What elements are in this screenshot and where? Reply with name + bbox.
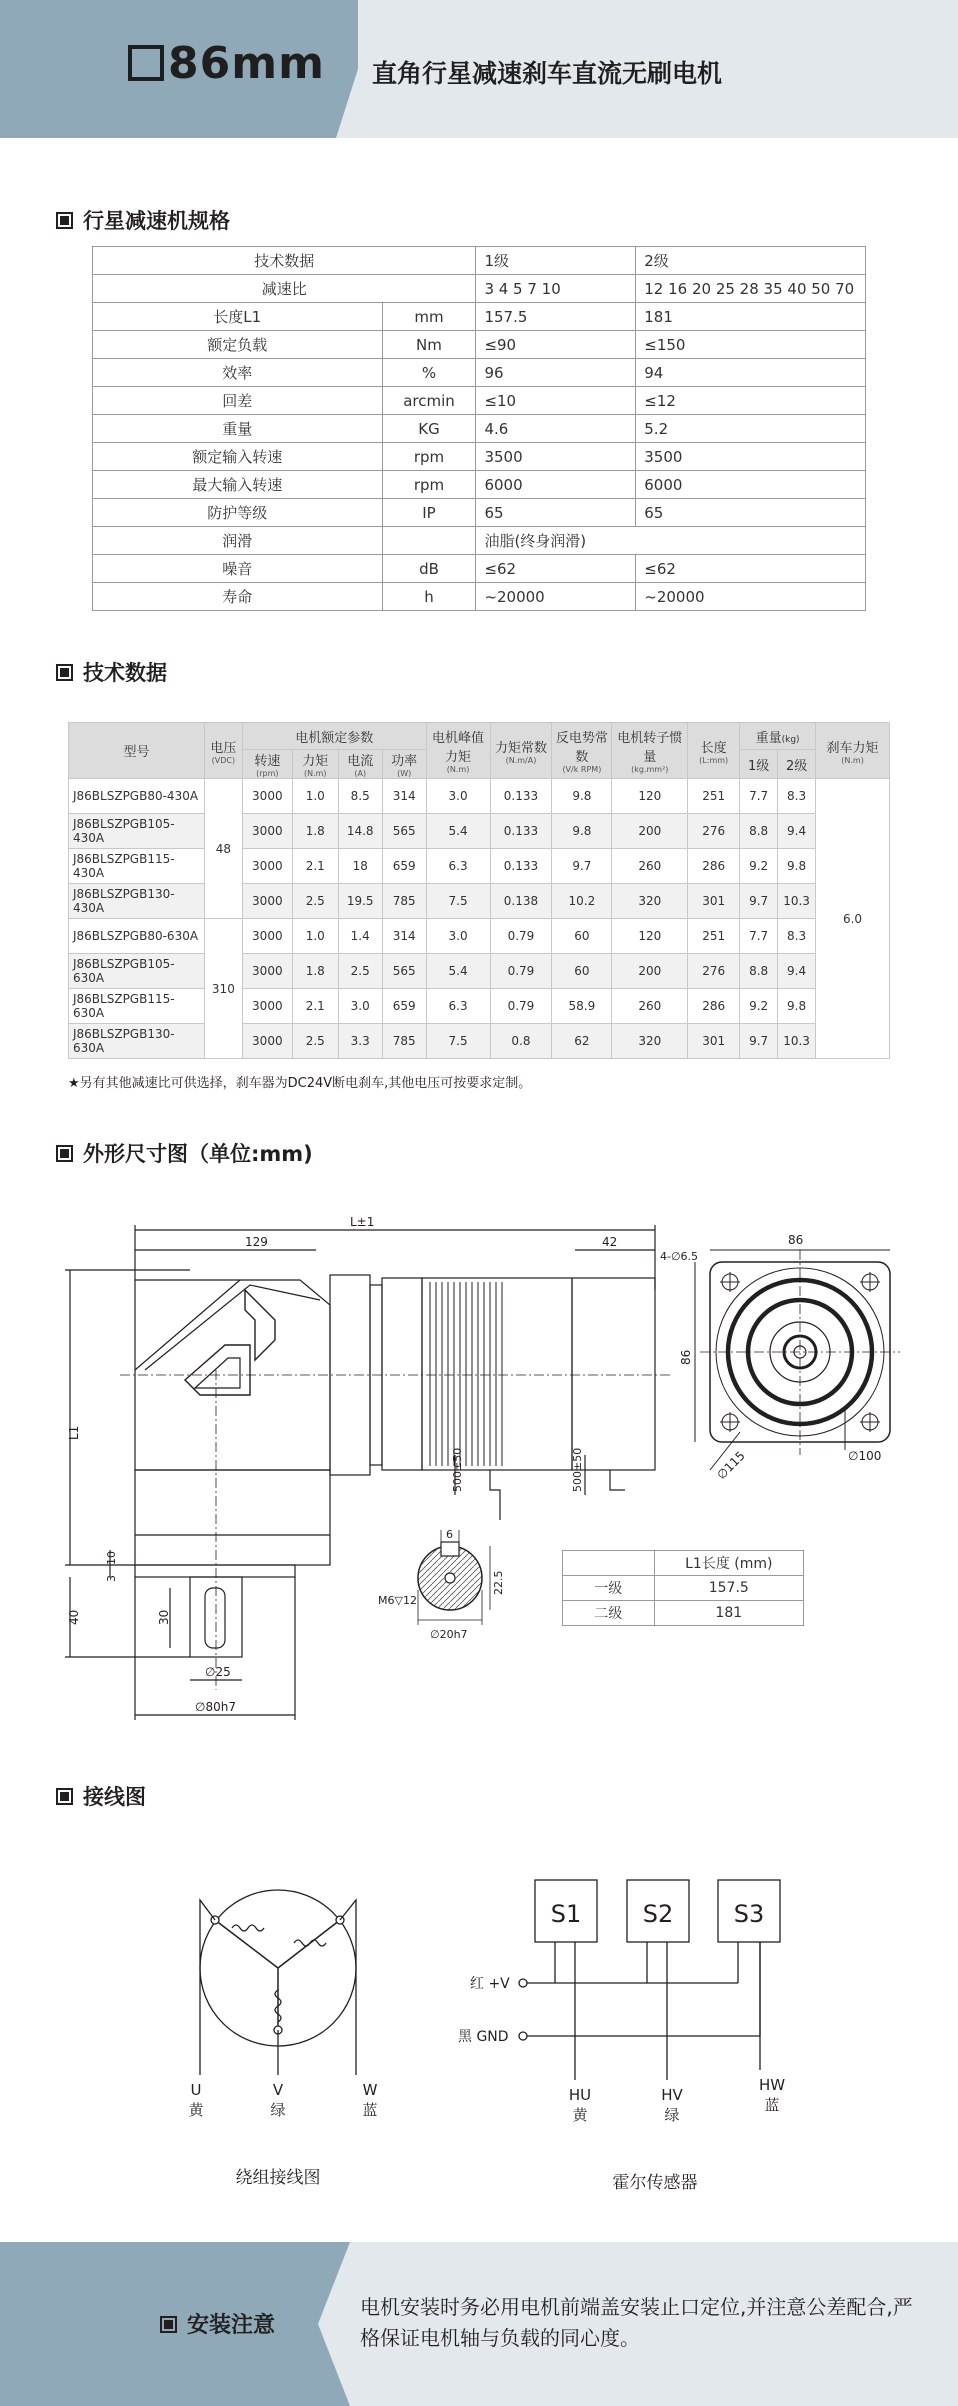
table-row xyxy=(93,443,866,471)
table-cell: J86BLSZPGB80-430A xyxy=(69,779,205,814)
header-current: 电流 (A) xyxy=(338,750,382,779)
section-title-install: 安装注意 xyxy=(160,2308,275,2339)
table-cell: 251 xyxy=(688,919,740,954)
voltage-48: 48 xyxy=(204,779,242,919)
hall-hu-color: 黄 xyxy=(572,2106,588,2124)
table-row xyxy=(93,555,866,583)
table-row xyxy=(93,247,866,275)
table-cell: 120 xyxy=(612,779,688,814)
table-cell: h xyxy=(382,583,476,611)
table-cell: 3000 xyxy=(242,1024,292,1059)
gearbox-spec-table xyxy=(92,246,866,611)
table-row xyxy=(563,1551,804,1576)
install-note: 电机安装时务必用电机前端盖安装止口定位,并注意公差配合,严格保证电机轴与负载的同心度。 xyxy=(360,2295,913,2350)
model-size-title: 86mm xyxy=(128,38,325,89)
table-cell: % xyxy=(382,359,476,387)
gearbox-body xyxy=(135,1470,330,1565)
table-cell: 3.0 xyxy=(426,919,490,954)
table-cell: 6.3 xyxy=(426,989,490,1024)
table-cell: 0.133 xyxy=(490,849,552,884)
table-cell: ≤90 xyxy=(476,331,636,359)
table-cell xyxy=(382,527,476,555)
table-row xyxy=(69,989,890,1024)
header-kt: 力矩常数 (N.m/A) xyxy=(490,723,552,779)
dim-text-d80: ∅80h7 xyxy=(195,1700,236,1714)
table-row xyxy=(93,471,866,499)
table-cell: J86BLSZPGB130-430A xyxy=(69,884,205,919)
section-marker-icon xyxy=(56,1145,73,1162)
table-cell: rpm xyxy=(382,471,476,499)
dim-text-86: 86 xyxy=(788,1233,804,1247)
table-cell: 565 xyxy=(382,814,426,849)
table-row xyxy=(69,884,890,919)
table-cell: 60 xyxy=(552,954,612,989)
table-cell: 65 xyxy=(476,499,636,527)
lead-w-color: 蓝 xyxy=(362,2101,378,2119)
dim-text-30: 30 xyxy=(157,1609,171,1625)
table-cell: 8.8 xyxy=(740,954,778,989)
dim-text-d115: ∅115 xyxy=(714,1448,748,1483)
table-row xyxy=(93,415,866,443)
table-cell: 寿命 xyxy=(93,583,383,611)
table-cell: ~20000 xyxy=(476,583,636,611)
table-cell: 8.3 xyxy=(778,779,816,814)
table-cell: J86BLSZPGB115-630A xyxy=(69,989,205,1024)
header-peak: 电机峰值力矩 (N.m) xyxy=(426,723,490,779)
table-cell: 9.2 xyxy=(740,849,778,884)
table-cell: 2.1 xyxy=(292,989,338,1024)
table-cell: 2.5 xyxy=(338,954,382,989)
lead-u-label: U xyxy=(190,2081,202,2099)
dim-text-d100: ∅100 xyxy=(848,1449,882,1463)
table-cell: 3000 xyxy=(242,884,292,919)
table-cell: 58.9 xyxy=(552,989,612,1024)
dim-text-86v: 86 xyxy=(679,1349,693,1365)
table-cell: 9.8 xyxy=(552,814,612,849)
table-cell: 62 xyxy=(552,1024,612,1059)
shaft-section xyxy=(418,1530,490,1625)
table-cell: J86BLSZPGB130-630A xyxy=(69,1024,205,1059)
table-row xyxy=(93,527,866,555)
table-cell: ≤62 xyxy=(476,555,636,583)
hall-hw-label: HW xyxy=(758,2076,786,2094)
table-cell: 12 16 20 25 28 35 40 50 70 xyxy=(636,275,866,303)
table-cell: ≤150 xyxy=(636,331,866,359)
section-marker-icon xyxy=(160,2316,177,2333)
table-cell: J86BLSZPGB80-630A xyxy=(69,919,205,954)
winding-caption: 绕组接线图 xyxy=(235,2168,321,2188)
table-cell: 659 xyxy=(382,989,426,1024)
section-title-dims: 外形尺寸图（单位:mm) xyxy=(56,1138,313,1168)
table-cell: 5.4 xyxy=(426,954,490,989)
lead-v-color: 绿 xyxy=(270,2101,286,2119)
table-cell: 8.3 xyxy=(778,919,816,954)
table-cell: 260 xyxy=(612,849,688,884)
table-cell: 6.3 xyxy=(426,849,490,884)
table-header-row xyxy=(69,723,890,750)
table-row xyxy=(93,331,866,359)
table-cell: 301 xyxy=(688,1024,740,1059)
dim-text-3: 3 xyxy=(105,1575,118,1582)
table-cell: 1.0 xyxy=(292,779,338,814)
table-cell: 2级 xyxy=(636,247,866,275)
table-cell: 0.79 xyxy=(490,954,552,989)
table-cell: 9.4 xyxy=(778,814,816,849)
table-cell: 噪音 xyxy=(93,555,383,583)
dim-text-129: 129 xyxy=(245,1235,268,1249)
table-cell: 10.2 xyxy=(552,884,612,919)
section-title-wiring: 接线图 xyxy=(56,1781,146,1811)
table-cell: 0.133 xyxy=(490,814,552,849)
table-cell: 2.5 xyxy=(292,1024,338,1059)
table-row xyxy=(69,814,890,849)
table-cell: 效率 xyxy=(93,359,383,387)
dim-text-40: 40 xyxy=(67,1609,81,1625)
dim-text-d25: ∅25 xyxy=(205,1665,231,1679)
dim-text-10: 10 xyxy=(105,1551,118,1565)
table-cell: ≤62 xyxy=(636,555,866,583)
table-cell: 1.8 xyxy=(292,814,338,849)
table-row xyxy=(563,1601,804,1626)
table-cell: 7.7 xyxy=(740,779,778,814)
dim-text-m6: M6▽12 xyxy=(378,1594,417,1607)
table-cell: 260 xyxy=(612,989,688,1024)
table-cell: 8.8 xyxy=(740,814,778,849)
table-row xyxy=(93,583,866,611)
table-cell: 9.7 xyxy=(740,884,778,919)
table-row xyxy=(93,387,866,415)
table-cell: 油脂(终身润滑) xyxy=(476,527,866,555)
hall-hw-color: 蓝 xyxy=(764,2096,780,2114)
table-cell: IP xyxy=(382,499,476,527)
lead-v-label: V xyxy=(272,2081,284,2099)
table-cell: 3000 xyxy=(242,954,292,989)
table-cell: 重量 xyxy=(93,415,383,443)
end-view xyxy=(695,1250,900,1470)
table-cell: 157.5 xyxy=(654,1576,803,1601)
table-cell: 785 xyxy=(382,1024,426,1059)
table-cell: 1.8 xyxy=(292,954,338,989)
header-torque: 力矩 (N.m) xyxy=(292,750,338,779)
hall-caption: 霍尔传感器 xyxy=(612,2173,698,2190)
hall-hu-label: HU xyxy=(568,2086,592,2104)
table-cell: 减速比 xyxy=(93,275,476,303)
square-symbol-icon xyxy=(128,45,164,81)
table-cell: 7.5 xyxy=(426,884,490,919)
table-row xyxy=(69,1024,890,1059)
l1-length-table xyxy=(562,1550,804,1626)
table-cell: 回差 xyxy=(93,387,383,415)
dim-text-d20: ∅20h7 xyxy=(430,1628,468,1641)
table-cell: 长度L1 xyxy=(93,303,383,331)
table-row xyxy=(93,499,866,527)
table-cell: 659 xyxy=(382,849,426,884)
dim-text-L1: L1 xyxy=(67,1425,81,1440)
table-cell: 3500 xyxy=(476,443,636,471)
table-cell: arcmin xyxy=(382,387,476,415)
table-cell: 5.4 xyxy=(426,814,490,849)
table-cell: 286 xyxy=(688,989,740,1024)
table-cell: 4.6 xyxy=(476,415,636,443)
dim-text-L: L±1 xyxy=(350,1215,375,1229)
table-cell: 7.7 xyxy=(740,919,778,954)
table-cell: 314 xyxy=(382,919,426,954)
dim-text-cable1: 500±50 xyxy=(451,1447,464,1492)
table-cell: rpm xyxy=(382,443,476,471)
dim-text-holes: 4-∅6.5 xyxy=(660,1250,699,1263)
table-cell: 5.2 xyxy=(636,415,866,443)
table-cell: 65 xyxy=(636,499,866,527)
table-cell: 技术数据 xyxy=(93,247,476,275)
hall-hv-color: 绿 xyxy=(664,2106,680,2124)
header-length: 长度 (L:mm) xyxy=(688,723,740,779)
dim-text-cable2: 500±50 xyxy=(571,1447,584,1492)
table-cell: 9.2 xyxy=(740,989,778,1024)
table-cell: 3.3 xyxy=(338,1024,382,1059)
table-cell: 1级 xyxy=(476,247,636,275)
brake-torque: 6.0 xyxy=(816,779,890,1059)
table-cell: 314 xyxy=(382,779,426,814)
table-cell: 565 xyxy=(382,954,426,989)
voltage-310: 310 xyxy=(204,919,242,1059)
table-cell: 9.8 xyxy=(778,849,816,884)
table-cell: Nm xyxy=(382,331,476,359)
table-cell: 9.7 xyxy=(552,849,612,884)
table-cell: 10.3 xyxy=(778,884,816,919)
table-cell: 157.5 xyxy=(476,303,636,331)
table-cell: 785 xyxy=(382,884,426,919)
footnote: ★另有其他减速比可供选择，刹车器为DC24V断电刹车,其他电压可按要求定制。 xyxy=(68,1076,532,1091)
table-cell: 6000 xyxy=(636,471,866,499)
dim-text-42: 42 xyxy=(602,1235,618,1249)
table-cell: 9.4 xyxy=(778,954,816,989)
table-cell: 3000 xyxy=(242,989,292,1024)
table-cell: 1.0 xyxy=(292,919,338,954)
table-cell: 301 xyxy=(688,884,740,919)
table-cell: 7.5 xyxy=(426,1024,490,1059)
supply-red-label: 红 +V xyxy=(470,1976,510,1992)
table-cell: 60 xyxy=(552,919,612,954)
table-cell: 9.7 xyxy=(740,1024,778,1059)
header-model: 型号 xyxy=(69,723,205,779)
page-title: 直角行星减速刹车直流无刷电机 xyxy=(372,59,723,88)
table-cell: J86BLSZPGB105-430A xyxy=(69,814,205,849)
table-cell: 9.8 xyxy=(552,779,612,814)
table-cell: 3000 xyxy=(242,919,292,954)
table-cell: 防护等级 xyxy=(93,499,383,527)
table-cell: 320 xyxy=(612,1024,688,1059)
table-cell: 0.138 xyxy=(490,884,552,919)
header-w1: 1级 xyxy=(740,750,778,779)
dimension-drawing xyxy=(0,1195,958,1735)
table-cell: 3000 xyxy=(242,814,292,849)
table-row xyxy=(93,359,866,387)
hall-s2-label: S2 xyxy=(642,1900,674,1928)
table-cell: 276 xyxy=(688,814,740,849)
table-cell: 额定输入转速 xyxy=(93,443,383,471)
header-w2: 2级 xyxy=(778,750,816,779)
section-marker-icon xyxy=(56,1788,73,1805)
footer-divider-top xyxy=(318,2242,350,2324)
table-row xyxy=(69,849,890,884)
table-cell: dB xyxy=(382,555,476,583)
header-speed: 转速 (rpm) xyxy=(242,750,292,779)
footer-divider-bottom xyxy=(318,2324,350,2406)
table-cell: 最大输入转速 xyxy=(93,471,383,499)
table-cell: 10.3 xyxy=(778,1024,816,1059)
table-cell: 181 xyxy=(636,303,866,331)
table-cell: J86BLSZPGB105-630A xyxy=(69,954,205,989)
table-cell: KG xyxy=(382,415,476,443)
table-cell: 200 xyxy=(612,814,688,849)
table-cell: 6000 xyxy=(476,471,636,499)
table-cell: 一级 xyxy=(563,1576,655,1601)
table-cell: 320 xyxy=(612,884,688,919)
table-cell: mm xyxy=(382,303,476,331)
header-voltage: 电压 (VDC) xyxy=(204,723,242,779)
table-cell: 286 xyxy=(688,849,740,884)
table-cell: 3000 xyxy=(242,849,292,884)
header-weight: 重量(kg) xyxy=(740,723,816,750)
table-row xyxy=(93,303,866,331)
table-cell: 二级 xyxy=(563,1601,655,1626)
table-cell: J86BLSZPGB115-430A xyxy=(69,849,205,884)
table-cell: L1长度 (mm) xyxy=(654,1551,803,1576)
table-cell: 251 xyxy=(688,779,740,814)
table-row xyxy=(93,275,866,303)
table-cell: 3500 xyxy=(636,443,866,471)
table-cell: ≤12 xyxy=(636,387,866,415)
table-cell: 14.8 xyxy=(338,814,382,849)
table-cell: 0.79 xyxy=(490,919,552,954)
lead-u-color: 黄 xyxy=(188,2101,204,2119)
lead-w-label: W xyxy=(362,2081,378,2099)
hall-s3-label: S3 xyxy=(733,1900,765,1928)
table-row xyxy=(563,1576,804,1601)
hall-hv-label: HV xyxy=(661,2086,683,2104)
section-title-spec: 行星减速机规格 xyxy=(56,205,230,235)
header-brake: 刹车力矩 (N.m) xyxy=(816,723,890,779)
table-cell: 0.8 xyxy=(490,1024,552,1059)
table-row xyxy=(69,919,890,954)
section-marker-icon xyxy=(56,664,73,681)
header-ke: 反电势常数 (V/k RPM) xyxy=(552,723,612,779)
table-cell: 8.5 xyxy=(338,779,382,814)
dim-text-key6: 6 xyxy=(446,1528,453,1541)
table-cell: 0.133 xyxy=(490,779,552,814)
table-cell: 9.8 xyxy=(778,989,816,1024)
section-marker-icon xyxy=(56,212,73,229)
table-cell: 120 xyxy=(612,919,688,954)
table-cell: 3000 xyxy=(242,779,292,814)
table-cell: 276 xyxy=(688,954,740,989)
table-cell: 18 xyxy=(338,849,382,884)
header-inertia: 电机转子惯量 (kg.mm²) xyxy=(612,723,688,779)
table-cell: 181 xyxy=(654,1601,803,1626)
header-power: 功率 (W) xyxy=(382,750,426,779)
table-cell: 2.5 xyxy=(292,884,338,919)
table-cell: 200 xyxy=(612,954,688,989)
table-cell: ≤10 xyxy=(476,387,636,415)
dim-text-key225: 22.5 xyxy=(492,1570,505,1595)
table-cell: 额定负载 xyxy=(93,331,383,359)
table-cell: 3.0 xyxy=(338,989,382,1024)
table-cell: 2.1 xyxy=(292,849,338,884)
table-cell xyxy=(563,1551,655,1576)
supply-black-label: 黑 GND xyxy=(458,2029,509,2045)
wiring-diagram xyxy=(0,1860,958,2190)
header-rated: 电机额定参数 xyxy=(242,723,426,750)
hall-s1-label: S1 xyxy=(550,1900,582,1928)
table-cell: 3.0 xyxy=(426,779,490,814)
tech-data-table xyxy=(68,722,890,1059)
table-cell: 1.4 xyxy=(338,919,382,954)
table-cell: 96 xyxy=(476,359,636,387)
table-cell: 0.79 xyxy=(490,989,552,1024)
table-cell: 3 4 5 7 10 xyxy=(476,275,636,303)
table-cell: 94 xyxy=(636,359,866,387)
table-cell: 润滑 xyxy=(93,527,383,555)
table-cell: ~20000 xyxy=(636,583,866,611)
section-title-tech: 技术数据 xyxy=(56,657,167,687)
table-row xyxy=(69,779,890,814)
table-row xyxy=(69,954,890,989)
table-cell: 19.5 xyxy=(338,884,382,919)
